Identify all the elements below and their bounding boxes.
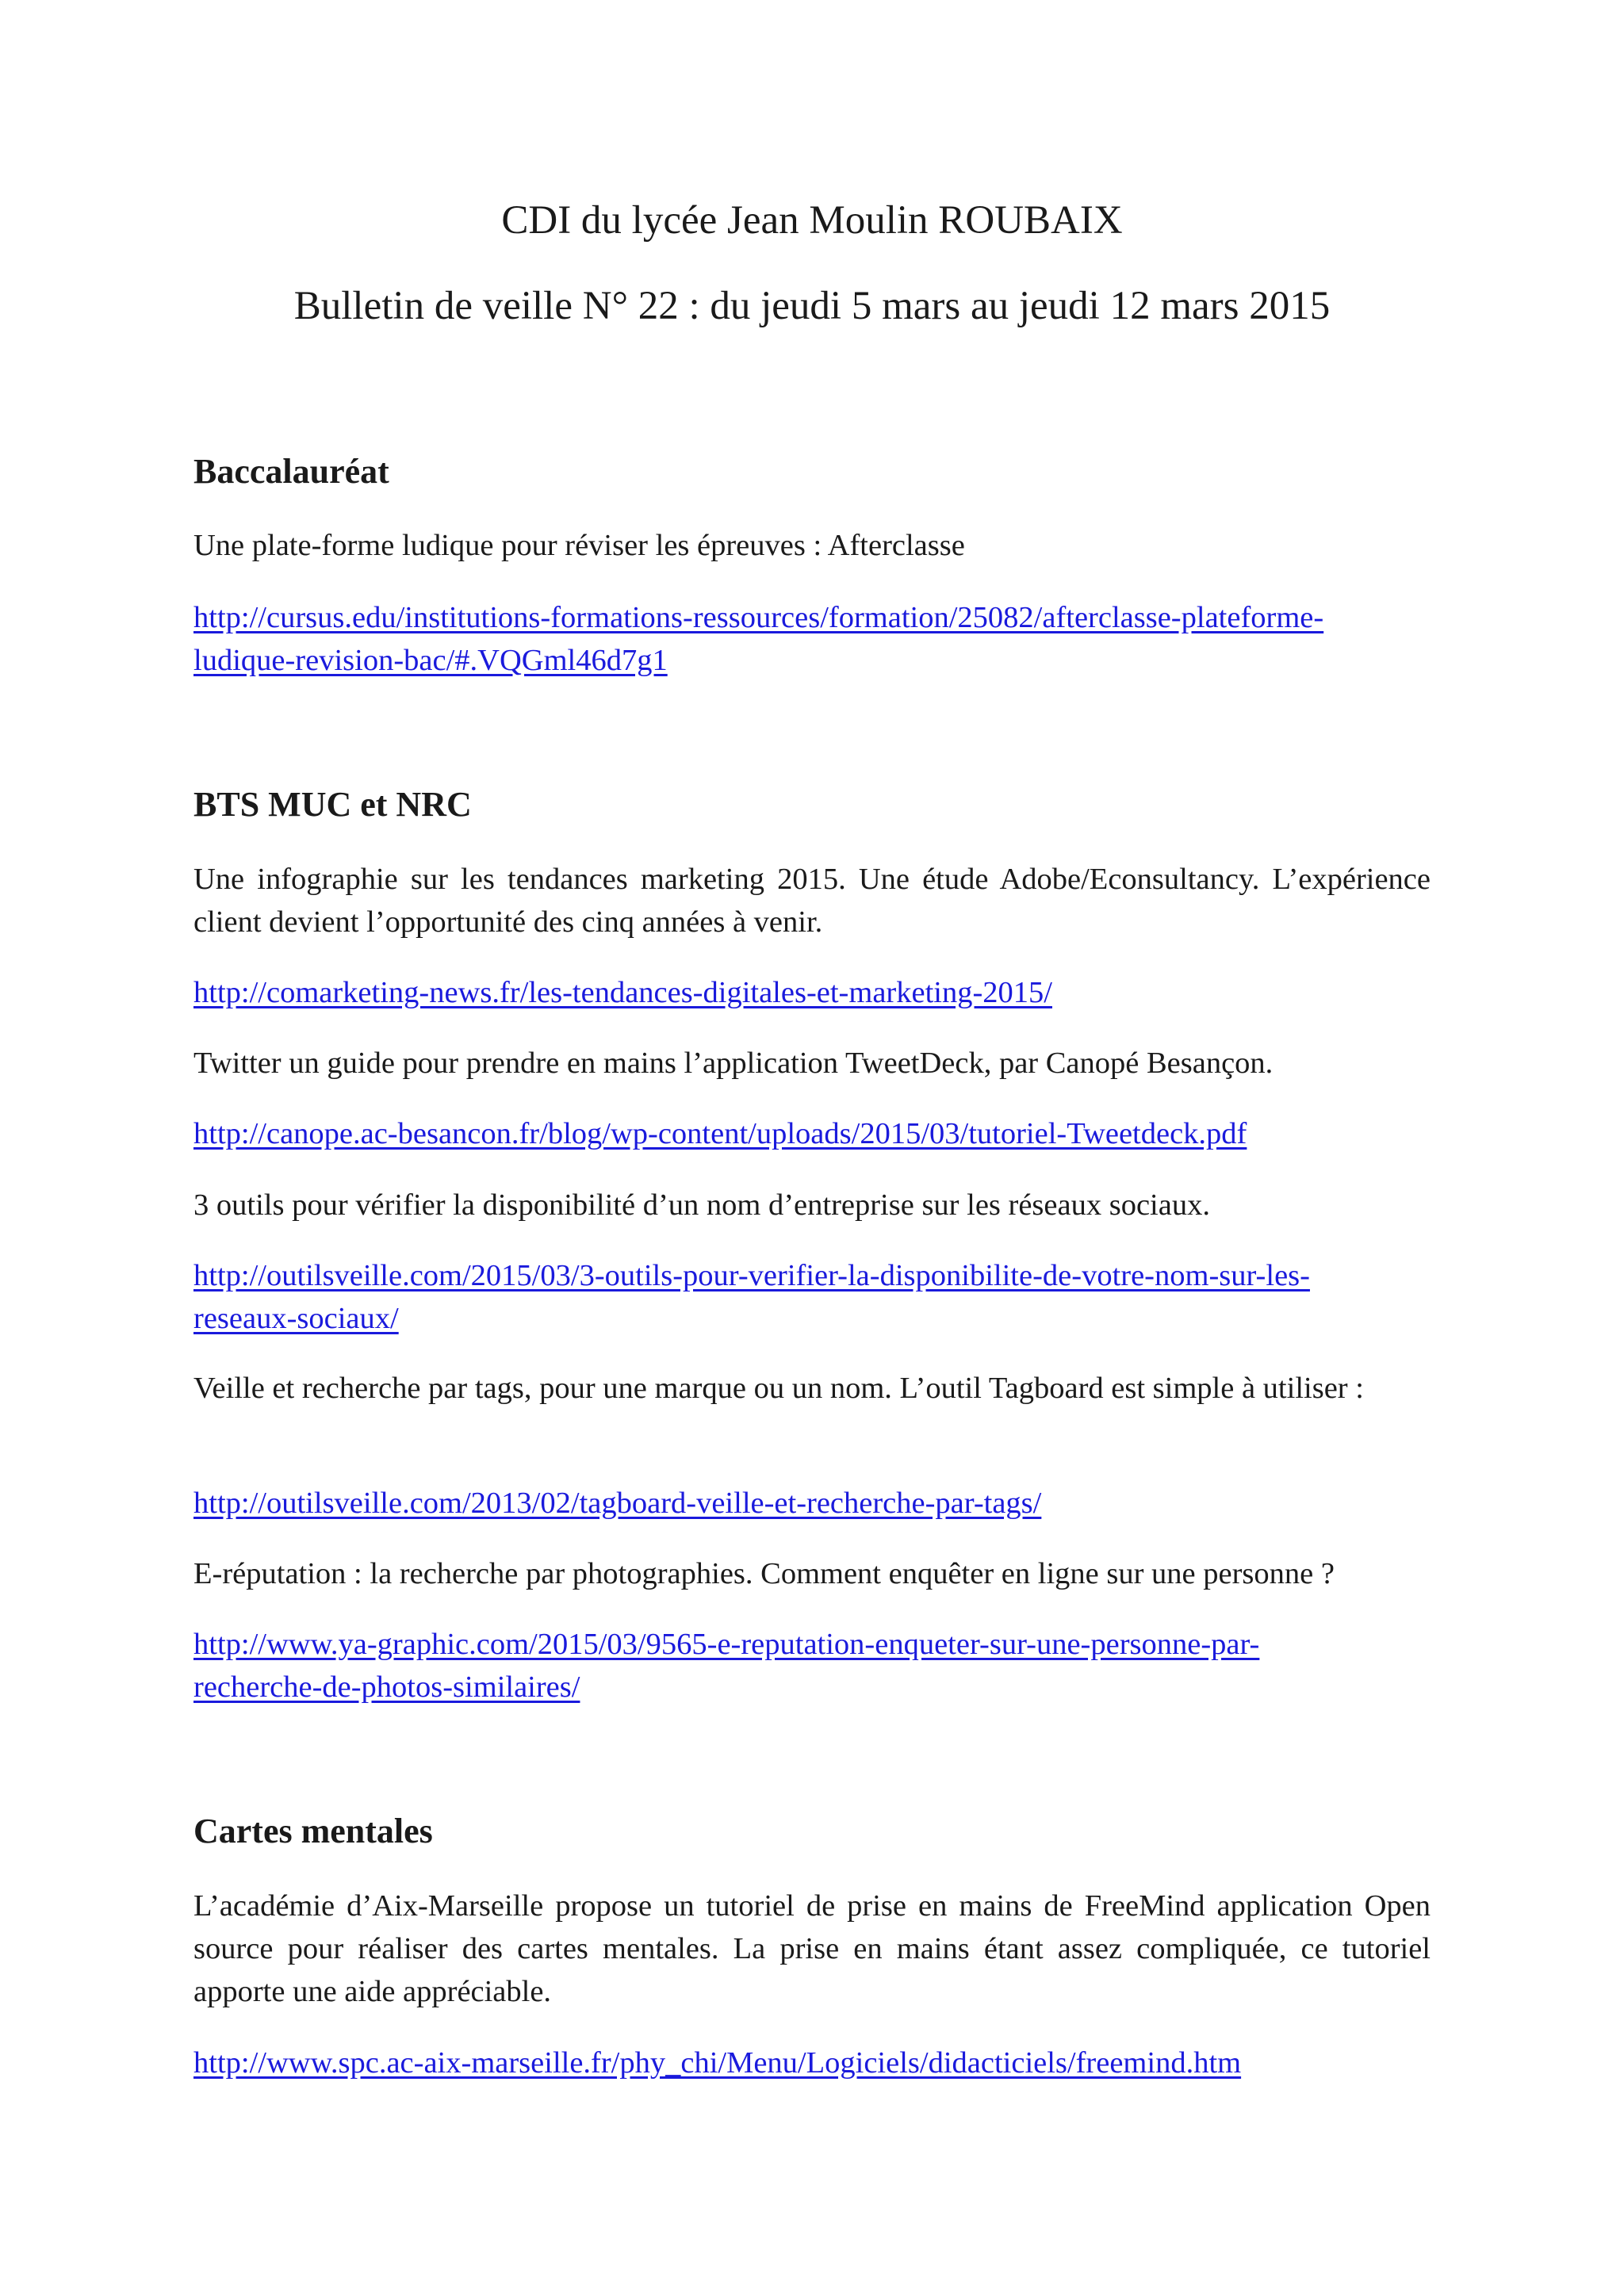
item-link[interactable]: http://outilsveille.com/2015/03/3-outils-pour-verifier-la-disponibilite-de-votre-nom-sur-les- reseaux-sociaux/	[193, 1259, 1310, 1335]
item-text: E-réputation : la recherche par photographies. Comment enquêter en ligne sur une personne ?	[193, 1557, 1335, 1590]
item-text: Une plate-forme ludique pour réviser les épreuves : Afterclasse	[193, 529, 965, 562]
item-link[interactable]: http://www.spc.ac-aix-marseille.fr/phy_chi/Menu/Logiciels/didacticiels/freemind.htm	[193, 2046, 1242, 2080]
item-link[interactable]: http://outilsveille.com/2013/02/tagboard-veille-et-recherche-par-tags/	[193, 1487, 1042, 1520]
section-heading-bts-muc-nrc: BTS MUC et NRC	[193, 785, 472, 824]
page-title: CDI du lycée Jean Moulin ROUBAIX	[501, 198, 1123, 243]
item-link[interactable]: http://cursus.edu/institutions-formations-ressources/formation/25082/afterclasse-plateforme- ludique-revision-bac/#.VQGml46d7g1	[193, 601, 1324, 677]
section-heading-cartes-mentales: Cartes mentales	[193, 1812, 433, 1850]
page-subtitle: Bulletin de veille N° 22 : du jeudi 5 mars au jeudi 12 mars 2015	[293, 284, 1331, 328]
section-heading-baccalaureat: Baccalauréat	[193, 452, 389, 491]
item-text: 3 outils pour vérifier la disponibilité d’un nom d’entreprise sur les réseaux sociaux.	[193, 1188, 1210, 1222]
item-link[interactable]: http://canope.ac-besancon.fr/blog/wp-content/uploads/2015/03/tutoriel-Tweetdeck.pdf	[193, 1117, 1247, 1150]
item-text: L’académie d’Aix-Marseille propose un tutoriel de prise en mains de FreeMind application Open source pour réaliser des cartes mentales. La prise en mains étant assez compliquée, ce tutoriel apporte une aide appréciable.	[193, 1889, 1431, 2008]
item-text: Twitter un guide pour prendre en mains l’application TweetDeck, par Canopé Besançon.	[193, 1047, 1274, 1080]
item-text: Une infographie sur les tendances marketing 2015. Une étude Adobe/Econsultancy. L’expérience client devient l’opportunité des cinq années à venir.	[193, 863, 1431, 939]
item-text: Veille et recherche par tags, pour une marque ou un nom. L’outil Tagboard est simple à utiliser :	[193, 1372, 1364, 1405]
item-link[interactable]: http://comarketing-news.fr/les-tendances-digitales-et-marketing-2015/	[193, 976, 1052, 1009]
item-link[interactable]: http://www.ya-graphic.com/2015/03/9565-e-reputation-enqueter-sur-une-personne-par- recherche-de-photos-similaires/	[193, 1628, 1260, 1704]
